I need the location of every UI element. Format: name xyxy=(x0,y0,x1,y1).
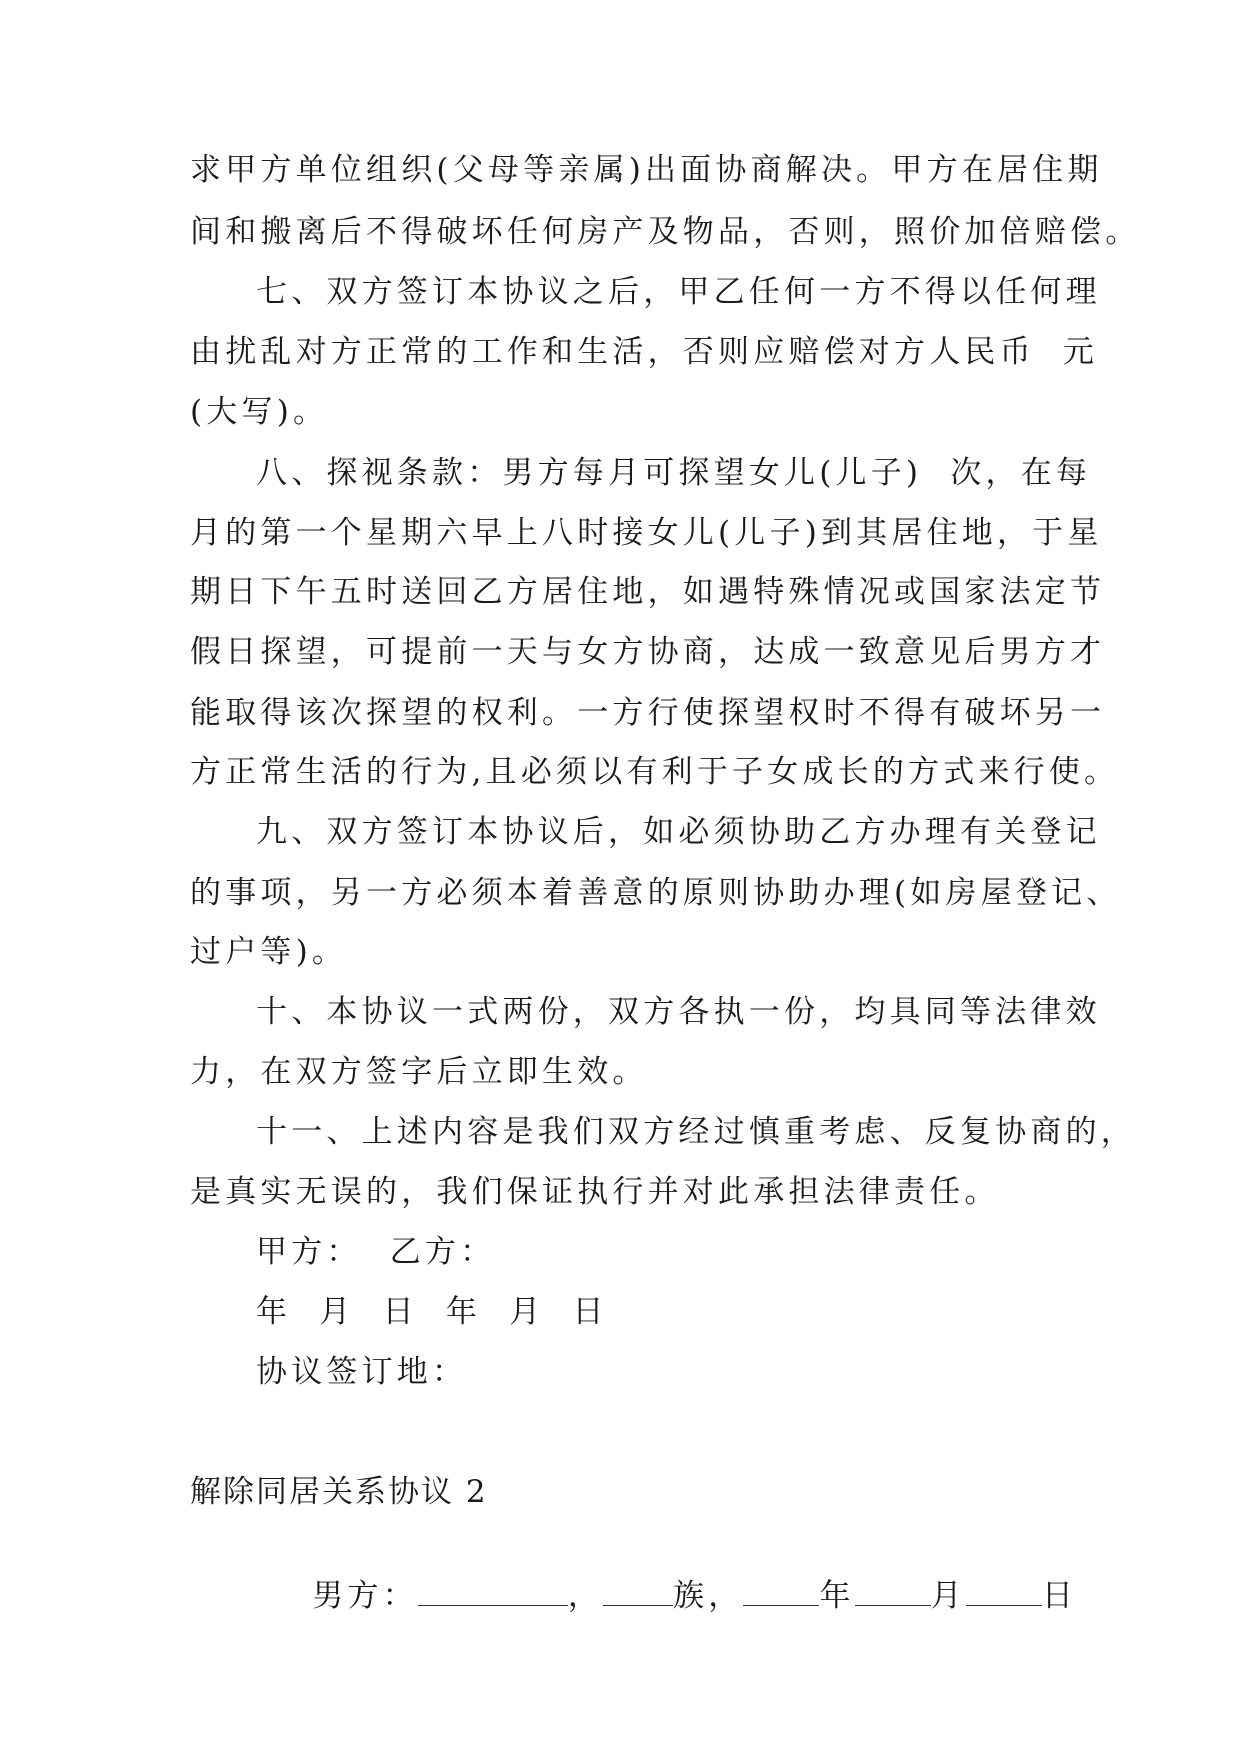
paragraph-line: 力，在双方签字后立即生效。 xyxy=(190,1054,648,1090)
man-label: 男方： xyxy=(312,1578,418,1614)
paragraph-line: 间和搬离后不得破坏任何房产及物品，否则，照价加倍赔偿。 xyxy=(190,214,1141,250)
ethnic-blank[interactable] xyxy=(603,1577,673,1606)
day-label: 日 xyxy=(1041,1578,1078,1614)
name-blank[interactable] xyxy=(418,1577,568,1606)
paragraph-line: 假日探望，可提前一天与女方协商，达成一致意见后男方才 xyxy=(190,634,1106,670)
clause-10-line: 十、本协议一式两份，双方各执一份，均具同等法律效 xyxy=(256,994,1101,1030)
paragraph-line: 月的第一个星期六早上八时接女儿(儿子)到其居住地，于星 xyxy=(190,515,1103,551)
day-blank[interactable] xyxy=(966,1577,1042,1606)
signature-dates: 年 月 日 年 月 日 xyxy=(256,1294,608,1330)
clause-7-line: 七、双方签订本协议之后，甲乙任何一方不得以任何理 xyxy=(256,274,1101,310)
paragraph-line: 求甲方单位组织(父母等亲属)出面协商解决。甲方在居住期 xyxy=(190,152,1103,188)
ethnic-label: 族， xyxy=(673,1578,744,1614)
section-title: 解除同居关系协议 2 xyxy=(190,1474,488,1510)
clause-11-line: 十一、上述内容是我们双方经过慎重考虑、反复协商的， xyxy=(256,1114,1136,1150)
man-info-line xyxy=(256,1530,1077,1662)
year-label: 年 xyxy=(819,1578,855,1614)
year-blank[interactable] xyxy=(743,1577,819,1606)
paragraph-line: 由扰乱对方正常的工作和生活，否则应赔偿对方人民币 元 xyxy=(190,334,1099,370)
paragraph-line: (大写)。 xyxy=(190,394,329,430)
paragraph-line: 的事项，另一方必须本着善意的原则协助办理(如房屋登记、 xyxy=(190,875,1122,911)
clause-9-line: 九、双方签订本协议后，如必须协助乙方办理有关登记 xyxy=(256,814,1101,850)
signing-place: 协议签订地： xyxy=(256,1354,468,1390)
paragraph-line: 过户等)。 xyxy=(190,934,348,970)
month-blank[interactable] xyxy=(855,1577,931,1606)
paragraph-line: 能取得该次探望的权利。一方行使探望权时不得有破坏另一 xyxy=(190,695,1106,731)
paragraph-line: 期日下午五时送回乙方居住地，如遇特殊情况或国家法定节 xyxy=(190,574,1106,610)
comma: ， xyxy=(567,1578,604,1614)
paragraph-line: 是真实无误的，我们保证执行并对此承担法律责任。 xyxy=(190,1174,1000,1210)
clause-8-line: 八、探视条款：男方每月可探望女儿(儿子) 次，在每 xyxy=(256,455,1092,491)
month-label: 月 xyxy=(930,1578,966,1614)
paragraph-line: 方正常生活的行为,且必须以有利于子女成长的方式来行使。 xyxy=(190,754,1120,790)
signature-parties: 甲方： 乙方： xyxy=(256,1234,496,1270)
